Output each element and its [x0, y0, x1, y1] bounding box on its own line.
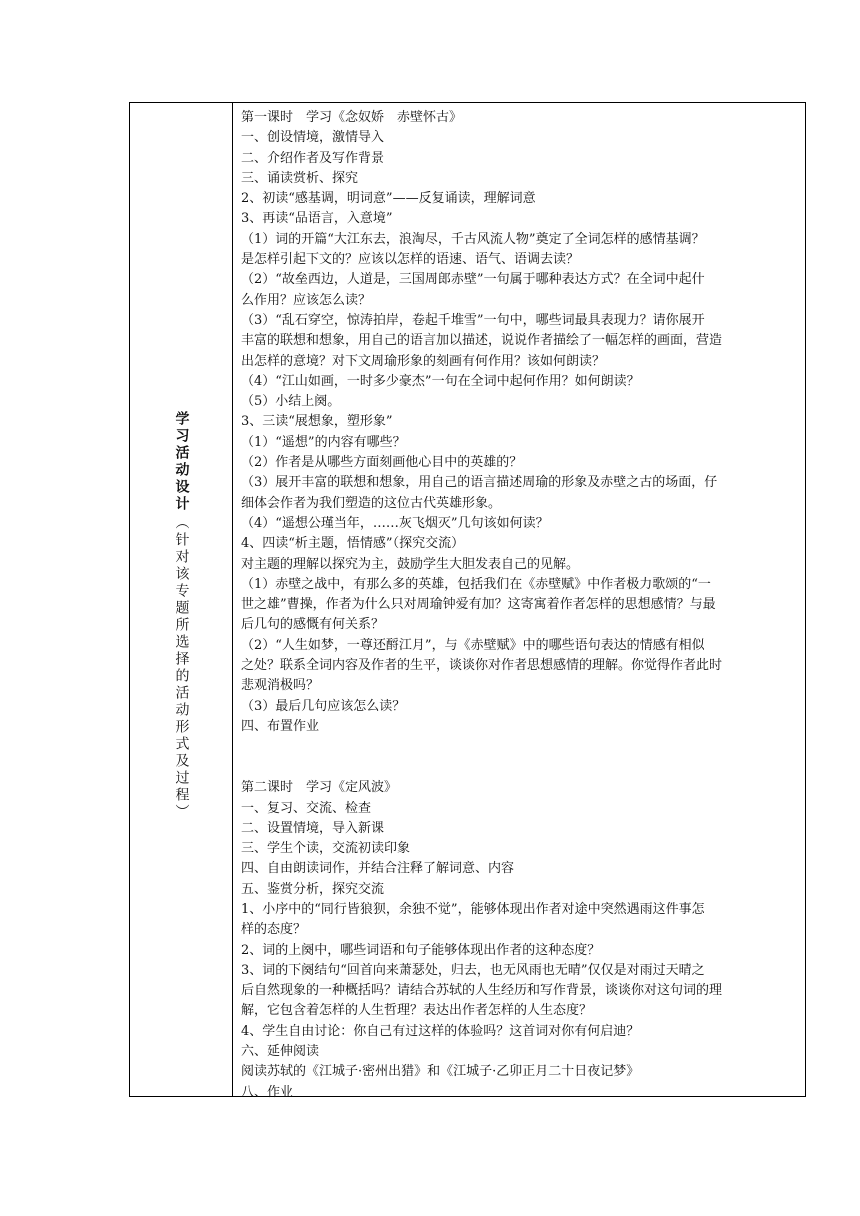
- text-line: （1）赤壁之战中，有那么多的英雄，包括我们在《赤壁赋》中作者极力歌颂的“一: [241, 576, 711, 592]
- text-line: 4、四读“析主题，悟情感”（探究交流）: [241, 536, 465, 552]
- text-line: 2、词的上阕中，哪些词语和句子能够体现出作者的这种态度？: [241, 942, 601, 958]
- text-line: 3、词的下阕结句“回首向来萧瑟处，归去，也无风雨也无晴”仅仅是对雨过天晴之: [241, 962, 705, 978]
- text-line: 4、学生自由讨论：你自己有过这样的体验吗？这首词对你有何启迪？: [241, 1023, 640, 1039]
- text-line: （3）最后几句应该怎么读？: [241, 698, 406, 714]
- text-line: 八、作业: [241, 1084, 294, 1100]
- section-label-note: （针对该专题所选择的活动形式及过程）: [173, 515, 190, 821]
- spacer: [241, 737, 799, 778]
- text-line: 六、延伸阅读: [241, 1044, 320, 1060]
- text-line: 二、介绍作者及写作背景: [241, 150, 385, 166]
- text-line: 一、复习、交流、检查: [241, 800, 372, 816]
- text-line: 第一课时 学习《念奴娇 赤壁怀古》: [241, 110, 463, 125]
- text-line: （3）展开丰富的联想和想象，用自己的语言描述周瑜的形象及赤壁之古的场面，仔: [241, 475, 718, 491]
- text-line: 四、自由朗读词作，并结合注释了解词意、内容: [241, 861, 515, 877]
- text-line: 之处？联系全词内容及作者的生平，谈谈你对作者思想感情的理解。你觉得作者此时: [241, 658, 723, 674]
- lesson-two: [241, 778, 799, 1103]
- text-line: （2）“人生如梦，一尊还酹江月”，与《赤壁赋》中的哪些语句表达的情感有相似: [241, 637, 705, 653]
- text-line: 出怎样的意境？对下文周瑜形象的刻画有何作用？该如何朗读？: [241, 353, 606, 369]
- lesson-plan-table: [129, 102, 806, 1100]
- text-line: 三、诵读赏析、探究: [241, 170, 359, 186]
- text-line: （1）“遥想”的内容有哪些？: [241, 434, 406, 450]
- text-line: 丰富的联想和想象，用自己的语言加以描述，说说作者描绘了一幅怎样的画面，营造: [241, 333, 723, 349]
- text-line: 二、设置情境，导入新课: [241, 820, 385, 836]
- text-line: 四、布置作业: [241, 718, 320, 734]
- section-label: [130, 411, 233, 821]
- section-label-title: 学习活动设计: [173, 411, 190, 513]
- lesson-one: [241, 108, 799, 737]
- label-cell: [130, 103, 233, 1096]
- text-line: 2、初读“感基调，明词意”——反复诵读，理解词意: [241, 191, 536, 207]
- text-line: （2）“故垒西边，人道是，三国周郎赤壁”一句属于哪种表达方式？在全词中起什: [241, 272, 705, 288]
- text-line: 1、小序中的“同行皆狼狈，余独不觉”，能够体现出作者对途中突然遇雨这件事怎: [241, 901, 705, 917]
- text-line: 后几句的感慨有何关系？: [241, 617, 385, 633]
- text-line: 世之雄”曹操，作者为什么只对周瑜钟爱有加？这寄寓着作者怎样的思想感情？与最: [241, 597, 716, 613]
- content-cell: [233, 103, 805, 1100]
- text-line: 五、鉴赏分析，探究交流: [241, 881, 385, 897]
- text-line: （4）“遥想公瑾当年，……灰飞烟灭”几句该如何读？: [241, 515, 549, 531]
- text-line: （4）“江山如画，一时多少豪杰”一句在全词中起何作用？如何朗读？: [241, 373, 640, 389]
- text-line: 细体会作者为我们塑造的这位古代英雄形象。: [241, 495, 502, 511]
- text-line: （2）作者是从哪些方面刻画他心目中的英雄的？: [241, 455, 523, 471]
- text-line: 后自然现象的一种概括吗？请结合苏轼的人生经历和写作背景，谈谈你对这句词的理: [241, 983, 723, 999]
- text-line: 阅读苏轼的《江城子·密州出猎》和《江城子·乙卯正月二十日夜记梦》: [241, 1064, 640, 1080]
- text-line: 对主题的理解以探究为主，鼓励学生大胆发表自己的见解。: [241, 556, 580, 572]
- text-line: （5）小结上阕。: [241, 394, 341, 410]
- text-line: 么作用？应该怎么读？: [241, 292, 372, 308]
- text-line: 3、三读“展想象，塑形象”: [241, 414, 393, 430]
- text-line: 三、学生个读，交流初读印象: [241, 841, 411, 857]
- text-line: 3、再读“品语言，入意境”: [241, 211, 393, 227]
- text-line: 悲观消极吗？: [241, 678, 320, 694]
- text-line: 是怎样引起下文的？应该以怎样的语速、语气、语调去读？: [241, 252, 580, 268]
- text-line: 一、创设情境，激情导入: [241, 130, 385, 146]
- text-line: 样的态度？: [241, 922, 307, 938]
- text-line: 第二课时 学习《定风波》: [241, 780, 398, 796]
- text-line: 解，它包含着怎样的人生哲理？表达出作者怎样的人生态度？: [241, 1003, 593, 1019]
- text-line: （3）“乱石穿空，惊涛拍岸，卷起千堆雪”一句中，哪些词最具表现力？请你展开: [241, 312, 705, 328]
- text-line: （1）词的开篇“大江东去，浪淘尽，千古风流人物”奠定了全词怎样的感情基调？: [241, 231, 705, 247]
